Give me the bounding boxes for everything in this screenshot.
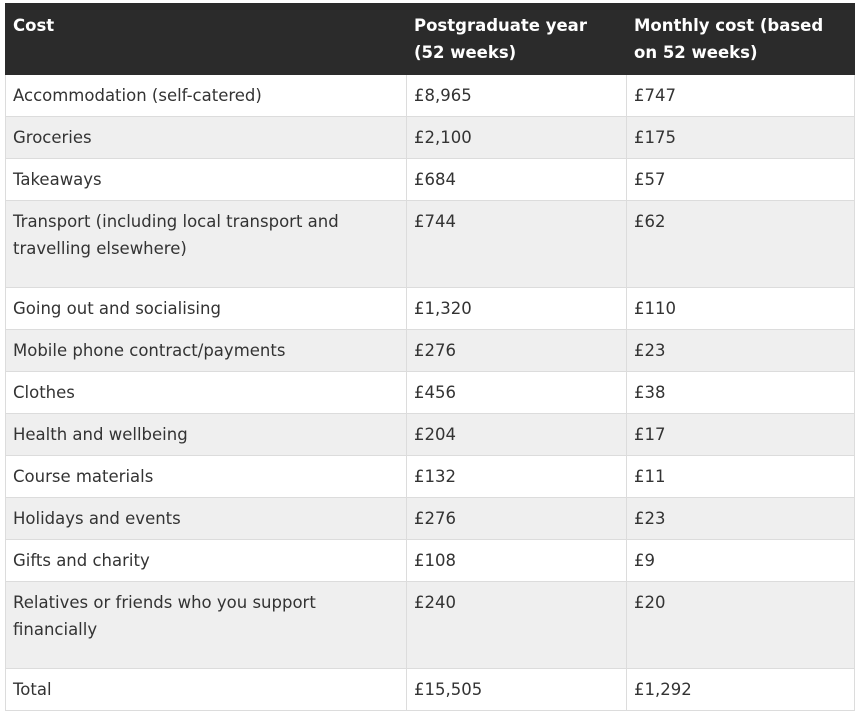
monthly-cell: £747 <box>627 75 855 117</box>
monthly-cell: £38 <box>627 372 855 414</box>
cost-cell: Holidays and events <box>6 498 407 540</box>
total-monthly-cell: £1,292 <box>627 669 855 711</box>
monthly-cell: £57 <box>627 159 855 201</box>
total-label-cell: Total <box>6 669 407 711</box>
cost-cell: Relatives or friends who you support financially <box>6 582 407 669</box>
monthly-cell: £62 <box>627 201 855 288</box>
table-row <box>6 372 855 414</box>
total-row <box>6 669 855 711</box>
cost-table <box>5 3 855 711</box>
header-cost: Cost <box>6 4 407 75</box>
monthly-cell: £20 <box>627 582 855 669</box>
cost-table-container <box>5 3 854 711</box>
yearly-cell: £1,320 <box>407 288 627 330</box>
cost-cell: Accommodation (self-catered) <box>6 75 407 117</box>
yearly-cell: £744 <box>407 201 627 288</box>
table-row <box>6 330 855 372</box>
yearly-cell: £684 <box>407 159 627 201</box>
cost-cell: Mobile phone contract/payments <box>6 330 407 372</box>
monthly-cell: £9 <box>627 540 855 582</box>
yearly-cell: £132 <box>407 456 627 498</box>
table-row <box>6 288 855 330</box>
table-row <box>6 117 855 159</box>
header-monthly-cost: Monthly cost (based on 52 weeks) <box>627 4 855 75</box>
table-row <box>6 456 855 498</box>
cost-cell: Groceries <box>6 117 407 159</box>
yearly-cell: £108 <box>407 540 627 582</box>
yearly-cell: £276 <box>407 330 627 372</box>
table-header-row <box>6 4 855 75</box>
monthly-cell: £11 <box>627 456 855 498</box>
monthly-cell: £17 <box>627 414 855 456</box>
monthly-cell: £175 <box>627 117 855 159</box>
yearly-cell: £276 <box>407 498 627 540</box>
table-row <box>6 159 855 201</box>
monthly-cell: £23 <box>627 330 855 372</box>
table-row <box>6 582 855 669</box>
cost-cell: Going out and socialising <box>6 288 407 330</box>
yearly-cell: £456 <box>407 372 627 414</box>
table-row <box>6 414 855 456</box>
monthly-cell: £110 <box>627 288 855 330</box>
cost-cell: Gifts and charity <box>6 540 407 582</box>
yearly-cell: £2,100 <box>407 117 627 159</box>
cost-cell: Course materials <box>6 456 407 498</box>
table-row <box>6 201 855 288</box>
table-row <box>6 498 855 540</box>
cost-cell: Transport (including local transport and travelling elsewhere) <box>6 201 407 288</box>
cost-cell: Clothes <box>6 372 407 414</box>
monthly-cell: £23 <box>627 498 855 540</box>
table-row <box>6 75 855 117</box>
yearly-cell: £240 <box>407 582 627 669</box>
total-yearly-cell: £15,505 <box>407 669 627 711</box>
table-row <box>6 540 855 582</box>
cost-cell: Takeaways <box>6 159 407 201</box>
header-postgraduate-year: Postgraduate year (52 weeks) <box>407 4 627 75</box>
yearly-cell: £8,965 <box>407 75 627 117</box>
cost-cell: Health and wellbeing <box>6 414 407 456</box>
yearly-cell: £204 <box>407 414 627 456</box>
